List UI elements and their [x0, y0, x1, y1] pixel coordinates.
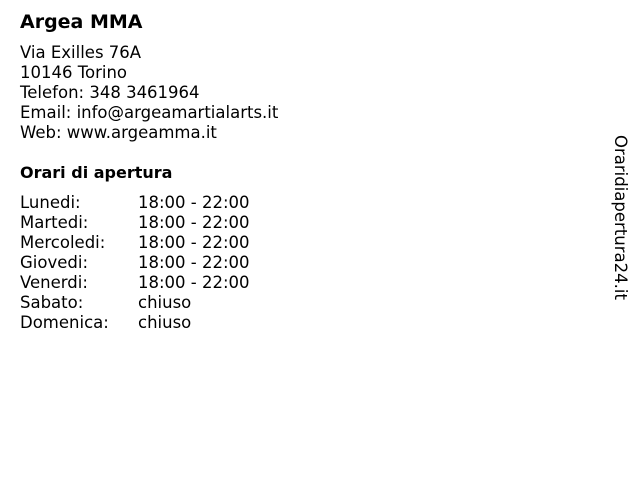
day-hours: 18:00 - 22:00 [138, 193, 250, 212]
street-address: Via Exilles 76A [20, 43, 142, 62]
hours-title: Orari di apertura [20, 163, 173, 182]
city-postal: 10146 Torino [20, 63, 128, 82]
day-label: Giovedi: [20, 253, 88, 272]
site-watermark: Oraridiapertura24.it [611, 135, 630, 300]
hours-row [20, 233, 250, 253]
phone-number: Telefon: 348 3461964 [20, 83, 200, 102]
hours-row [20, 213, 250, 233]
day-label: Martedi: [20, 213, 89, 232]
day-label: Sabato: [20, 293, 84, 312]
email-address: Email: info@argeamartialarts.it [20, 103, 279, 122]
day-label: Venerdi: [20, 273, 88, 292]
day-hours: 18:00 - 22:00 [138, 213, 250, 232]
day-hours: chiuso [138, 293, 192, 312]
day-label: Mercoledi: [20, 233, 106, 252]
contact-block [20, 43, 580, 143]
day-label: Lunedi: [20, 193, 81, 212]
day-hours: 18:00 - 22:00 [138, 253, 250, 272]
hours-row [20, 193, 250, 213]
business-name: Argea MMA [20, 11, 143, 33]
day-label: Domenica: [20, 313, 109, 332]
website-address: Web: www.argeamma.it [20, 123, 217, 142]
business-card [20, 10, 580, 333]
hours-row [20, 273, 250, 293]
hours-row [20, 313, 250, 333]
hours-row [20, 253, 250, 273]
day-hours: 18:00 - 22:00 [138, 273, 250, 292]
opening-hours-table [20, 193, 250, 333]
hours-row [20, 293, 250, 313]
day-hours: 18:00 - 22:00 [138, 233, 250, 252]
day-hours: chiuso [138, 313, 192, 332]
